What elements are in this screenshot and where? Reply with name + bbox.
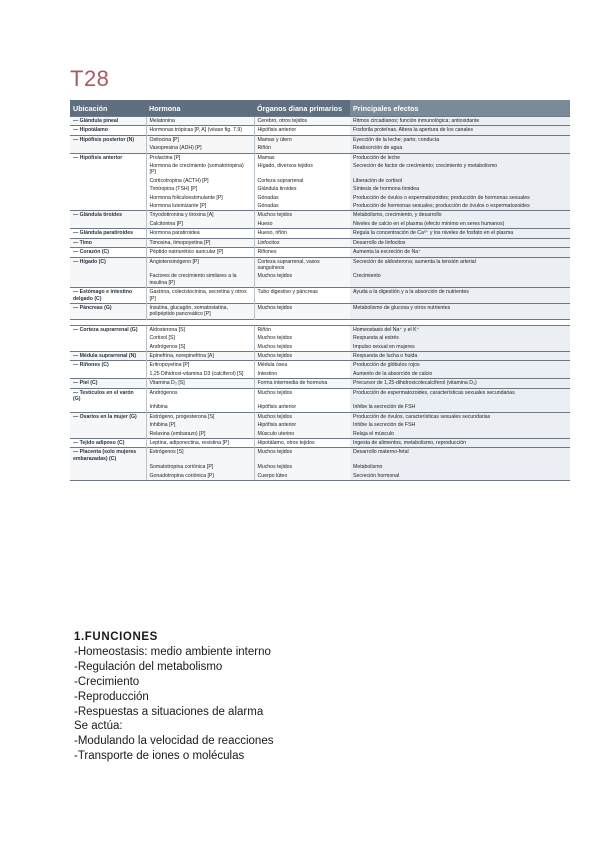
cell-hormone: Inhibina [146,403,254,412]
table-row [70,421,570,429]
table-row [70,211,570,220]
table-row [70,272,570,287]
cell-hormone: Cortisol [S] [146,334,254,342]
cell-target: Hipófisis anterior [254,421,350,429]
header-main-effects: Principales efectos [350,100,570,117]
cell-target: Muchos tejidos [254,388,350,403]
table-row [70,403,570,412]
cell-hormone: Estrógeno, progesterona [S] [146,412,254,421]
cell-location: — Piel (C) [70,379,146,388]
cell-hormone: Relaxina (embarazo) [P] [146,430,254,439]
cell-location: — Corteza suprarrenal (G) [70,325,146,334]
cell-target: Cerebro, otros tejidos [254,117,350,126]
cell-target: Corteza suprarrenal, vasos sanguíneos [254,257,350,272]
header-location: Ubicación [70,100,146,117]
cell-target: Muchos tejidos [254,343,350,352]
table-row [70,126,570,135]
table-row [70,379,570,388]
hormone-table [70,100,570,481]
cell-location: — Tejido adiposo (C) [70,439,146,448]
cell-effect: Homeostasis del Na⁺ y el K⁺ [350,325,570,334]
cell-location [70,194,146,202]
cell-effect: Respuesta de lucha o huida [350,351,570,360]
funciones-line: Se actúa: [74,720,123,733]
cell-effect: Liberación de cortisol [350,177,570,185]
cell-effect: Metabolismo de glucosa y otros nutrientes [350,303,570,319]
cell-target: Riñón [254,325,350,334]
table-row [70,388,570,403]
cell-target: Forma intermedia de hormona [254,379,350,388]
cell-effect: Síntesis de hormona tiroidea [350,185,570,193]
cell-effect: Producción de glóbulos rojos [350,361,570,370]
cell-target: Mamas y útero [254,135,350,144]
funciones-line: -Modulando la velocidad de reacciones [74,735,274,748]
cell-target: Médula ósea [254,361,350,370]
cell-hormone: Leptina, adiponectina, resistina [P] [146,439,254,448]
page-title: T28 [70,66,110,91]
funciones-line: -Transporte de iones o moléculas [74,750,245,763]
cell-hormone: Estrógenos [S] [146,448,254,463]
cell-location [70,272,146,287]
cell-effect: Respuesta al estrés [350,334,570,342]
cell-hormone: Angiotensinógeno [P] [146,257,254,272]
cell-location: — Glándula paratiroides [70,229,146,238]
cell-target: Tubo digestivo y páncreas [254,288,350,304]
cell-location: — Hipotálamo [70,126,146,135]
table-row [70,194,570,202]
cell-effect: Producción de óvulos o espermatozoides; producción de hormonas sexuales [350,194,570,202]
cell-target: Corteza suprarrenal [254,177,350,185]
cell-location [70,370,146,379]
cell-effect: Secreción de aldosterona; aumenta la tensión arterial [350,257,570,272]
table-row [70,229,570,238]
table-row [70,248,570,257]
cell-effect: Producción de óvulos, características sexuales secundarias [350,412,570,421]
cell-target: Muchos tejidos [254,211,350,220]
cell-target: Hipófisis anterior [254,403,350,412]
cell-effect: Niveles de calcio en el plasma (efecto mínimo en seres humanos) [350,220,570,229]
cell-target: Gónadas [254,194,350,202]
table-row [70,185,570,193]
cell-hormone: Péptido natriurético auricular [P] [146,248,254,257]
table-row [70,177,570,185]
table-row [70,430,570,439]
table-row [70,463,570,471]
cell-hormone: Aldosterona [S] [146,325,254,334]
cell-target: Muchos tejidos [254,448,350,463]
table-row [70,117,570,126]
cell-location: — Placenta (solo mujeres embarazadas) (C) [70,448,146,463]
cell-hormone: Calcitonina [P] [146,220,254,229]
cell-location: — Corazón (C) [70,248,146,257]
cell-location: — Hipófisis posterior (N) [70,135,146,144]
cell-target: Riñones [254,248,350,257]
table-row [70,144,570,153]
cell-location: — Glándula pineal [70,117,146,126]
cell-target: Hipotálamo, otros tejidos [254,439,350,448]
cell-location: — Riñones (C) [70,361,146,370]
cell-effect: Reabsorción de agua [350,144,570,153]
cell-hormone: Epinefrina, norepinefrina [A] [146,351,254,360]
cell-hormone: Factores de crecimiento similares a la insulina [P] [146,272,254,287]
cell-location [70,185,146,193]
cell-effect: Desarrollo materno-fetal [350,448,570,463]
cell-effect: Metabolismo, crecimiento, y desarrollo [350,211,570,220]
cell-hormone: Insulina, glucagón, somatostatina, polipéptido pancreático [P] [146,303,254,319]
cell-location [70,334,146,342]
header-target-organs: Órganos diana primarios [254,100,350,117]
cell-location [70,472,146,481]
funciones-section [74,630,273,764]
table-row [70,220,570,229]
cell-target: Gónadas [254,202,350,211]
table-row [70,238,570,247]
cell-location: — Hígado (C) [70,257,146,272]
cell-effect: Metabolismo [350,463,570,471]
cell-location: — Médula suprarrenal (N) [70,351,146,360]
table-row [70,288,570,304]
cell-location [70,220,146,229]
table-row [70,325,570,334]
cell-effect: Crecimiento [350,272,570,287]
funciones-title: 1.FUNCIONES [74,631,158,643]
cell-effect: Ayuda a la digestión y a la absorción de nutrientes [350,288,570,304]
cell-effect: Desarrollo de linfocitos [350,238,570,247]
cell-hormone: Andrógenos [146,388,254,403]
cell-effect: Ritmos circadianos; función inmunológica; antioxidante [350,117,570,126]
cell-hormone: Prolactina [P] [146,153,254,162]
cell-hormone: Melatonina [146,117,254,126]
funciones-line: -Crecimiento [74,675,140,688]
cell-location [70,162,146,177]
funciones-line: -Reproducción [74,690,149,703]
cell-hormone: Inhibina [P] [146,421,254,429]
cell-target: Glándula tiroides [254,185,350,193]
funciones-line: -Regulación del metabolismo [74,660,223,673]
cell-hormone: Hormona de crecimiento (somatotropina) [P] [146,162,254,177]
header-hormone: Hormona [146,100,254,117]
cell-hormone: Hormona foliculoestimulante [P] [146,194,254,202]
cell-target: Linfocitos [254,238,350,247]
cell-location [70,177,146,185]
cell-target: Músculo uterino [254,430,350,439]
table-row [70,257,570,272]
cell-location [70,202,146,211]
cell-hormone: Somatotropina coriónica [P] [146,463,254,471]
cell-hormone: Triyodotironina y tiroxina [A] [146,211,254,220]
cell-effect: Inhibe la secreción de FSH [350,403,570,412]
cell-target: Intestino [254,370,350,379]
cell-location: — Hipófisis anterior [70,153,146,162]
table-header-row [70,100,570,117]
table-row [70,334,570,342]
cell-target: Muchos tejidos [254,463,350,471]
table-row [70,412,570,421]
cell-effect: Secreción hormonal [350,472,570,481]
cell-effect: Producción de leche [350,153,570,162]
table-row [70,361,570,370]
table-body [70,117,570,481]
cell-hormone: Andrógenos [S] [146,343,254,352]
cell-location: — Timo [70,238,146,247]
cell-location [70,421,146,429]
cell-location: — Estómago e intestino delgado (C) [70,288,146,304]
cell-hormone: Gonadotropina coriónica [P] [146,472,254,481]
cell-target: Mamas [254,153,350,162]
cell-effect: Relaja el músculo [350,430,570,439]
cell-location: — Ovarios en la mujer (G) [70,412,146,421]
cell-target: Hueso [254,220,350,229]
table-row [70,303,570,319]
cell-target: Muchos tejidos [254,412,350,421]
cell-target: Muchos tejidos [254,351,350,360]
cell-hormone: Corticotropina (ACTH) [P] [146,177,254,185]
funciones-line: -Homeostasis: medio ambiente interno [74,645,271,658]
cell-hormone: Eritropoyetina [P] [146,361,254,370]
cell-hormone: Hormona paratiroidea [146,229,254,238]
cell-target: Hueso, riñón [254,229,350,238]
cell-hormone: Timosina, timopoyetina [P] [146,238,254,247]
cell-effect: Producción de hormonas sexuales; producción de óvulos o espermatozoides [350,202,570,211]
table-row [70,351,570,360]
cell-effect: Fosforila proteínas. Altera la apertura de los canales [350,126,570,135]
cell-location [70,463,146,471]
cell-location: — Testículos en el varón (G) [70,388,146,403]
cell-hormone: Oxitocina [P] [146,135,254,144]
cell-hormone: Hormonas trópicas [P, A] (véase fig. 7.9) [146,126,254,135]
table-row [70,370,570,379]
cell-effect: Impulso sexual en mujeres [350,343,570,352]
cell-hormone: Tirotropina (TSH) [P] [146,185,254,193]
table-row [70,448,570,463]
cell-location [70,403,146,412]
table-row [70,202,570,211]
cell-effect: Ingesta de alimentos, metabolismo, reproducción [350,439,570,448]
cell-target: Cuerpo lúteo [254,472,350,481]
cell-target: Hipófisis anterior [254,126,350,135]
cell-effect: Inhibe la secreción de FSH [350,421,570,429]
cell-target: Muchos tejidos [254,272,350,287]
cell-effect: Secreción de factor de crecimiento; crecimiento y metabolismo [350,162,570,177]
table-row [70,153,570,162]
cell-hormone: Vasopresina (ADH) [P] [146,144,254,153]
cell-effect: Producción de espermatozoides, características sexuales secundarias [350,388,570,403]
cell-location [70,144,146,153]
cell-location [70,430,146,439]
table-row [70,135,570,144]
cell-location: — Glándula tiroides [70,211,146,220]
cell-location [70,343,146,352]
cell-effect: Aumenta la excreción de Na⁺ [350,248,570,257]
cell-hormone: 1,25 Dihidroxi-vitamina D3 (calciferol) [S] [146,370,254,379]
funciones-line: -Respuestas a situaciones de alarma [74,705,264,718]
cell-target: Hígado, diversos tejidos [254,162,350,177]
table-row [70,472,570,481]
cell-target: Muchos tejidos [254,334,350,342]
table-row [70,439,570,448]
table-row [70,162,570,177]
cell-effect: Precursor de 1,25-dihidroxicolecalciferol (vitamina D₃) [350,379,570,388]
cell-hormone: Hormona luteinizante [P] [146,202,254,211]
cell-effect: Regula la concentración de Ca²⁺ y los niveles de fosfato en el plasma [350,229,570,238]
table-row [70,343,570,352]
cell-target: Riñón [254,144,350,153]
cell-effect: Eyección de la leche; parto; conducta [350,135,570,144]
cell-location: — Páncreas (G) [70,303,146,319]
cell-hormone: Vitamina D₃ [S] [146,379,254,388]
funciones-list [74,645,273,764]
cell-hormone: Gastrina, colecistocinina, secretina y otros [P] [146,288,254,304]
cell-target: Muchos tejidos [254,303,350,319]
cell-effect: Aumento de la absorción de calcio [350,370,570,379]
